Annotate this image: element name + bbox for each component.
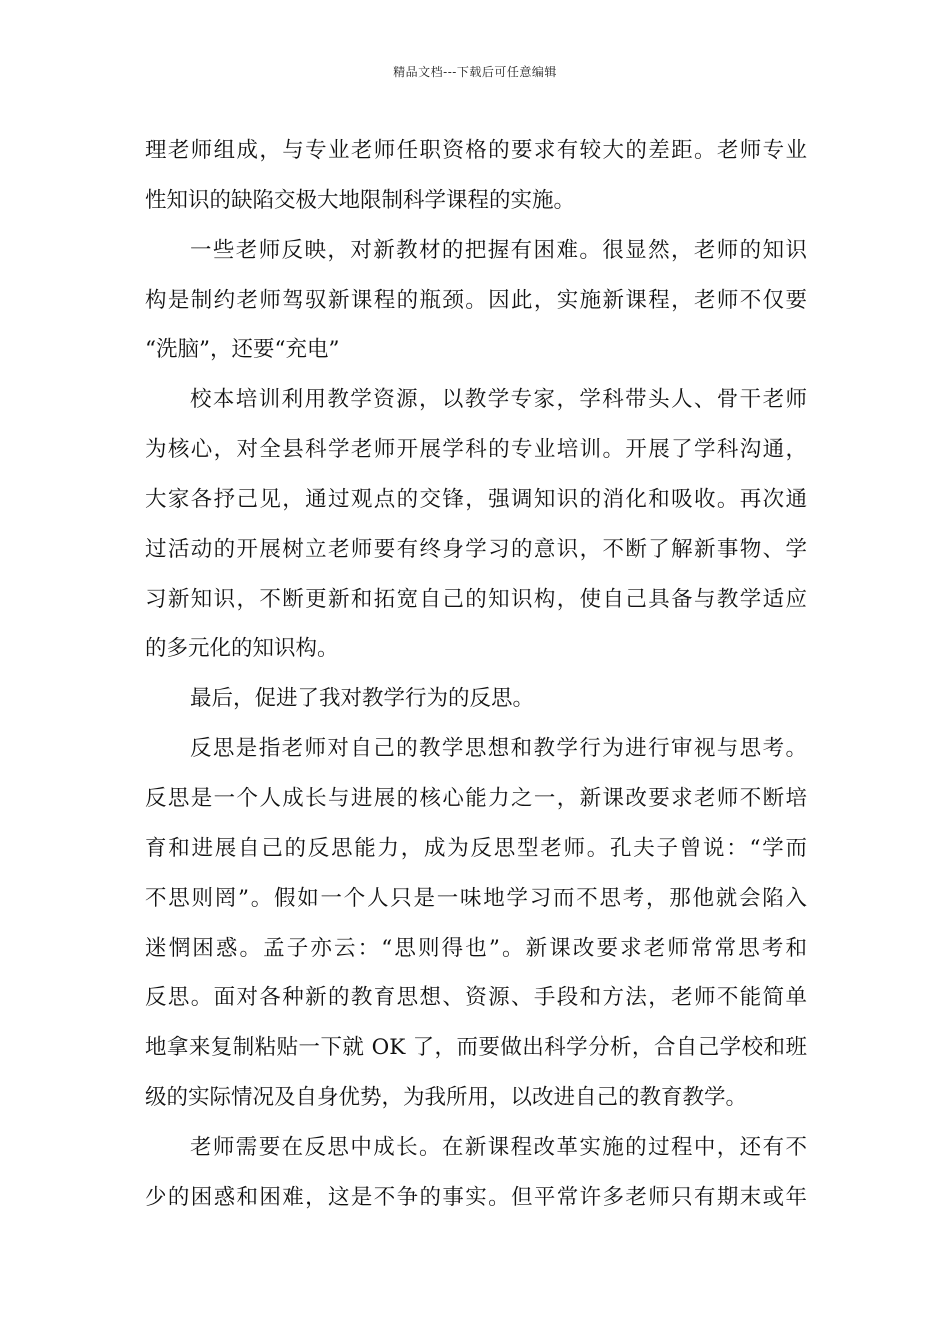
page-header: 精品文档---下载后可任意编辑 [393,65,557,79]
document-body [145,126,807,1223]
text-line: 理老师组成，与专业老师任职资格的要求有较大的差距。老师专业 [145,138,807,163]
text-line: 少的困惑和困难，这是不争的事实。但平常许多老师只有期末或年 [145,1184,807,1210]
text-line: 不思则罔”。假如一个人只是一味地学习而不思考，那他就会陷入 [145,885,807,911]
text-line: 反思是指老师对自己的教学思想和教学行为进行审视与思考。 [190,736,807,762]
text-line: 最后，促进了我对教学行为的反思。 [190,686,535,712]
text-line: 育和进展自己的反思能力，成为反思型老师。孔夫子曾说：“学而 [145,835,807,861]
text-line: 构是制约老师驾驭新课程的瓶颈。因此，实施新课程，老师不仅要 [145,287,807,313]
text-line: 过活动的开展树立老师要有终身学习的意识，不断了解新事物、学 [145,536,807,562]
text-line: 地拿来复制粘贴一下就 OK 了，而要做出科学分析，合自己学校和班 [145,1035,807,1061]
text-line: 老师需要在反思中成长。在新课程改革实施的过程中，还有不 [190,1134,807,1160]
text-line: 为核心，对全县科学老师开展学科的专业培训。开展了学科沟通， [145,437,807,463]
text-line: 习新知识，不断更新和拓宽自己的知识构，使自己具备与教学适应 [145,586,807,612]
text-line: “洗脑”，还要“充电” [145,337,340,363]
text-line: 的多元化的知识构。 [145,636,339,662]
text-line: 反思是一个人成长与进展的核心能力之一，新课改要求老师不断培 [145,785,807,811]
text-line: 性知识的缺陷交极大地限制科学课程的实施。 [145,187,576,213]
text-line: 级的实际情况及自身优势，为我所用，以改进自己的教育教学。 [145,1085,748,1111]
text-line: 一些老师反映，对新教材的把握有困难。很显然，老师的知识 [190,237,807,263]
text-line: 迷惘困惑。孟子亦云：“思则得也”。新课改要求老师常常思考和 [145,935,807,961]
text-line: 大家各抒己见，通过观点的交锋，强调知识的消化和吸收。再次通 [145,486,807,512]
text-line: 校本培训利用教学资源，以教学专家，学科带头人、骨干老师 [190,387,807,413]
text-line: 反思。面对各种新的教育思想、资源、手段和方法，老师不能简单 [145,985,807,1011]
